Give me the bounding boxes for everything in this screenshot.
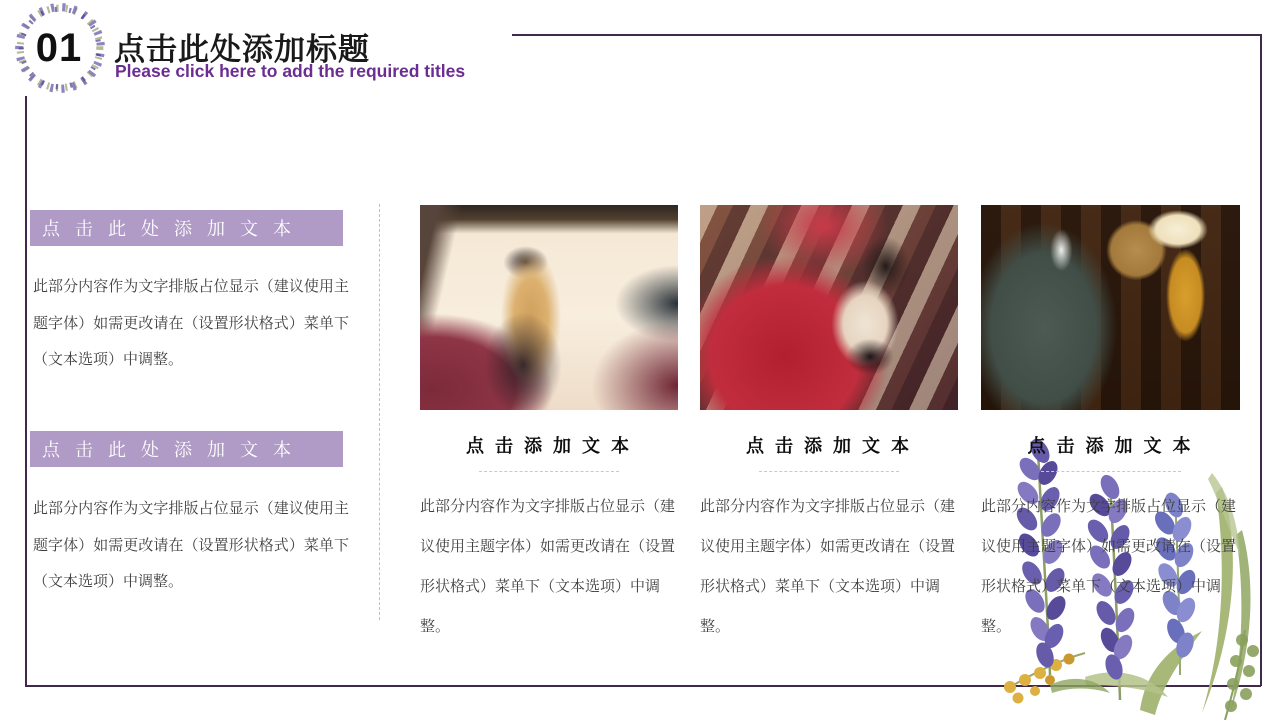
text-placeholder-1[interactable]: 此部分内容作为文字排版占位显示（建议使用主题字体）如需更改请在（设置形状格式）菜单下（文本选项）中调整。: [33, 278, 349, 368]
caption-divider: [479, 471, 619, 472]
photo-woman-driving-car[interactable]: [420, 205, 678, 410]
card-caption[interactable]: 点 击 添 加 文 本: [1027, 436, 1194, 456]
photo-man-suit-library[interactable]: [981, 205, 1240, 410]
card-body-text[interactable]: 此部分内容作为文字排版占位显示（建议使用主题字体）如需更改请在（设置形状格式）菜单下（文本选项）中调整。: [981, 498, 1237, 635]
page-subtitle[interactable]: Please click here to add the required titles: [115, 61, 466, 81]
caption-divider: [1041, 471, 1181, 472]
content-card-3: [981, 205, 1240, 647]
photo-dog-red-hoodie[interactable]: [700, 205, 958, 410]
content-card-2: [700, 205, 958, 647]
card-body-text[interactable]: 此部分内容作为文字排版占位显示（建议使用主题字体）如需更改请在（设置形状格式）菜单下（文本选项）中调整。: [700, 498, 956, 635]
frame-line-top: [512, 34, 1261, 36]
text-heading-bar-2[interactable]: 点 击 此 处 添 加 文 本: [30, 431, 343, 467]
text-heading-bar-1[interactable]: 点 击 此 处 添 加 文 本: [30, 210, 343, 246]
dashed-column-separator: [379, 204, 380, 620]
frame-line-left: [25, 96, 27, 685]
card-caption[interactable]: 点 击 添 加 文 本: [745, 436, 912, 456]
card-caption[interactable]: 点 击 添 加 文 本: [465, 436, 632, 456]
text-placeholder-2[interactable]: 此部分内容作为文字排版占位显示（建议使用主题字体）如需更改请在（设置形状格式）菜单下（文本选项）中调整。: [33, 500, 349, 590]
card-body-text[interactable]: 此部分内容作为文字排版占位显示（建议使用主题字体）如需更改请在（设置形状格式）菜单下（文本选项）中调整。: [420, 498, 676, 635]
page-title[interactable]: 点击此处添加标题: [114, 32, 370, 67]
content-card-1: [420, 205, 678, 647]
caption-divider: [759, 471, 899, 472]
section-number: 01: [35, 25, 83, 70]
